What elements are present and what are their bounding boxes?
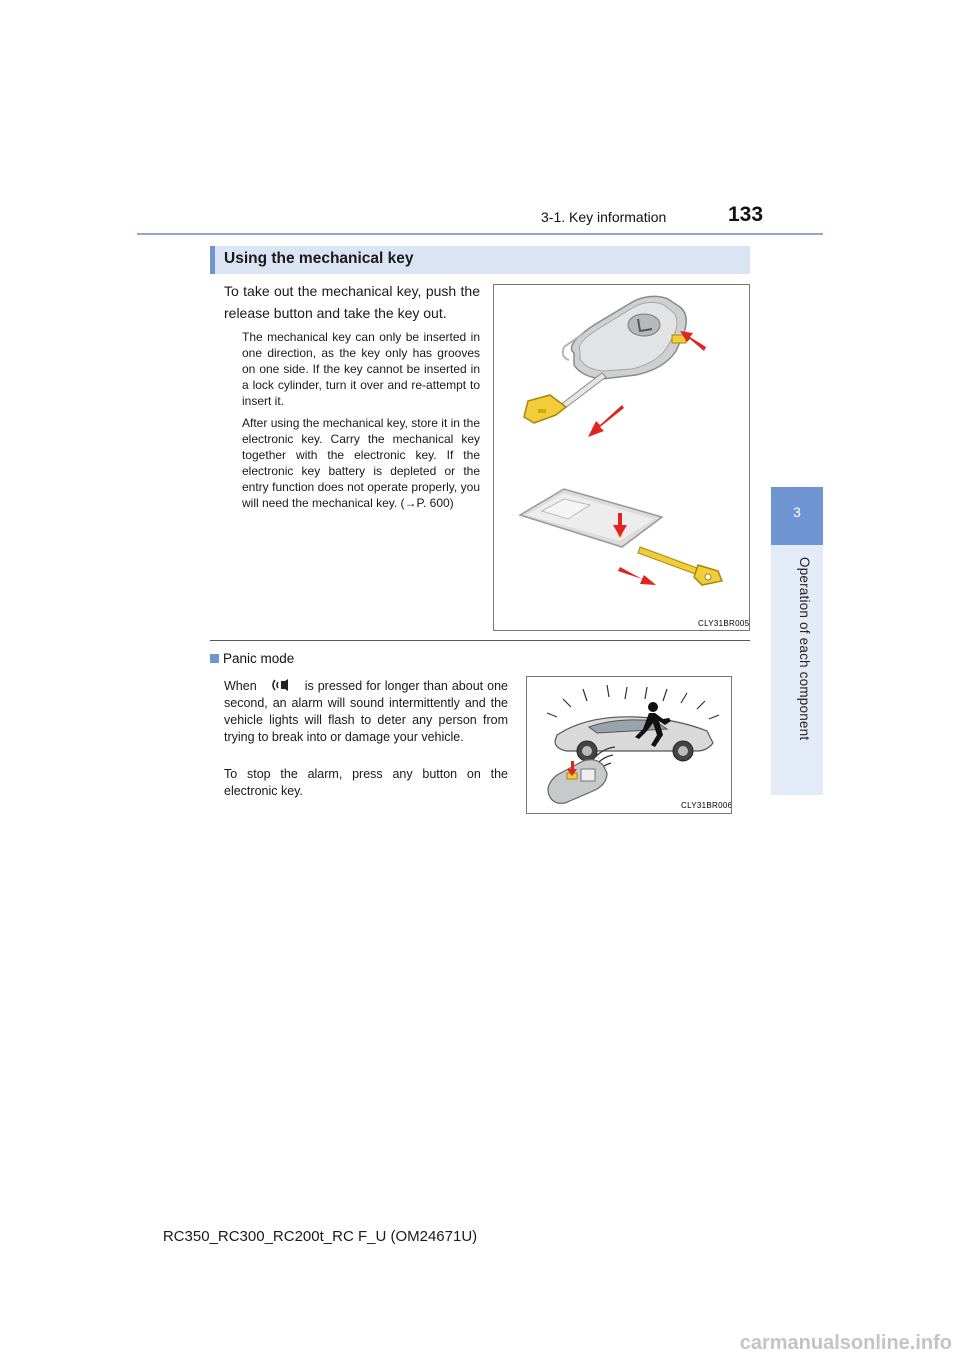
note-paragraph-2: After using the mechanical key, store it in the electronic key. Carry the mechanical key together with the electronic key. If the electronic key battery is depleted or the entry function does not operate properly, you will need the mechanical key. (→P. 600)	[242, 416, 480, 510]
figure-code-2: CLY31BR006	[681, 801, 731, 810]
intro-paragraph: To take out the mechanical key, push the release button and take the key out.	[224, 283, 480, 321]
mechanical-key	[524, 373, 606, 423]
card-mechanical-key	[638, 547, 722, 585]
footer-model: RC350_RC300_RC200t_RC F_U (OM24671U)	[162, 1228, 478, 1245]
note-paragraph-1: The mechanical key can only be inserted in one direction, as the key only has grooves on one side. If the key cannot be inserted in a lock cylinder, turn it over and re-attempt to insert it.	[242, 330, 480, 408]
panic-mode-paragraph-2: To stop the alarm, press any button on the electronic key.	[224, 767, 508, 798]
figure-code-1: CLY31BR005	[698, 619, 749, 628]
section-separator	[210, 640, 750, 641]
chapter-number: 3	[793, 504, 801, 520]
panic-mode-paragraph-1	[224, 678, 508, 746]
bullet-square-icon	[210, 654, 219, 663]
smart-key-fob	[563, 296, 686, 379]
mechanical-key-illustration	[494, 285, 749, 630]
car	[555, 717, 713, 761]
header-rule	[137, 233, 823, 235]
section-title-bar	[210, 246, 750, 274]
panic-alarm-illustration	[527, 677, 731, 813]
panic-button-icon	[261, 678, 301, 692]
watermark: carmanualsonline.info	[739, 1332, 952, 1354]
mechanical-key-figure	[493, 284, 750, 631]
alarm-flash-lines	[547, 685, 719, 719]
pull-arrow	[588, 405, 624, 437]
page-number: 133	[728, 203, 764, 226]
key-fob-in-hand	[548, 760, 607, 804]
panic-mode-heading-text: Panic mode	[223, 651, 295, 666]
panic-text-rest: is pressed for longer than about one second, an alarm will sound intermittently and the vehicle lights will flash to deter any person from trying to break into or damage your vehicle.	[224, 679, 508, 744]
section-header: 3-1. Key information	[541, 209, 667, 225]
panic-text-when: When	[224, 679, 257, 693]
section-title: Using the mechanical key	[224, 250, 414, 267]
card-key	[520, 489, 662, 547]
panic-mode-figure	[526, 676, 732, 814]
panic-mode-heading	[210, 651, 294, 666]
card-pull-arrow	[618, 567, 656, 585]
chapter-title: Operation of each component	[797, 557, 812, 741]
